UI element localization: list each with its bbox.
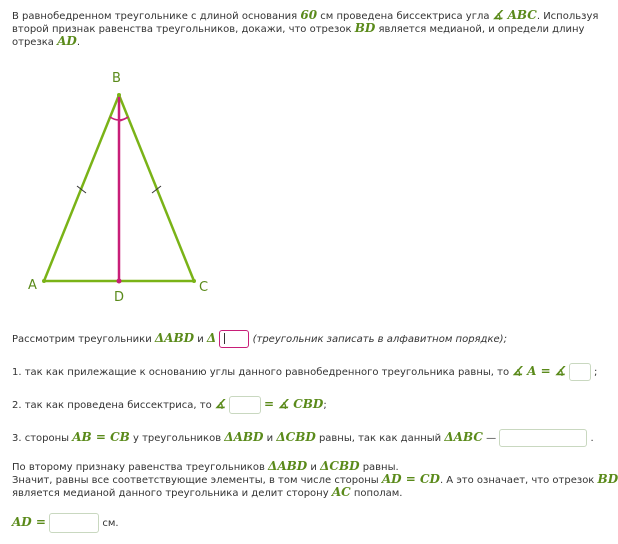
angle-abc: ∡ ABC <box>492 8 537 22</box>
answer-row: AD = см. <box>12 512 119 534</box>
text-caret <box>224 333 225 344</box>
step-0: Рассмотрим треугольники ΔABD и Δ (треугольник записать в алфавитном порядке); <box>12 329 507 349</box>
conclusion-line-2: Значит, равны все соответствующие элементы, в том числе стороны AD = CD. А это означает, что отрезок BD <box>12 472 618 486</box>
task-line-2: второй признак равенства треугольников, докажи, что отрезок BD является медианой, и определи длину <box>12 21 585 35</box>
label-c: C <box>199 280 209 295</box>
label-a: A <box>28 278 37 293</box>
vertex-d-dot <box>117 279 122 284</box>
step-3: 3. стороны AB = CB у треугольников ΔABD и ΔCBD равны, так как данный ΔABC — . <box>12 428 594 448</box>
vertex-c-dot <box>192 279 196 283</box>
step-1: 1. так как прилежащие к основанию углы данного равнобедренного треугольника равны, то ∡ A = ∡ ; <box>12 362 597 382</box>
side-bc <box>119 95 194 281</box>
vertex-a-dot <box>42 279 46 283</box>
angle-input-1[interactable] <box>569 363 591 381</box>
triangle-figure <box>0 60 240 310</box>
segment-ad: AD <box>57 34 77 48</box>
label-b: B <box>112 71 121 86</box>
conclusion-line-3: является медианой данного треугольника и делит сторону AC пополам. <box>12 485 403 499</box>
triangle-input[interactable] <box>219 330 249 348</box>
side-ab <box>44 95 119 281</box>
label-d: D <box>114 290 125 305</box>
answer-input[interactable] <box>49 513 99 533</box>
angle-arc-right <box>119 117 128 121</box>
vertex-b-dot <box>117 93 121 97</box>
conclusion-line-1: По второму признаку равенства треугольников ΔABD и ΔCBD равны. <box>12 459 399 473</box>
answer-label: AD = <box>12 515 46 529</box>
segment-bd: BD <box>354 21 376 35</box>
task-line-3: отрезка AD. <box>12 34 81 48</box>
base-length: 60 <box>300 8 318 22</box>
angle-input-2[interactable] <box>229 396 261 414</box>
task-line-1: В равнобедренном треугольнике с длиной основания 60 см проведена биссектриса угла ∡ ABC. Используя <box>12 8 599 22</box>
triangle-type-input[interactable] <box>499 429 587 447</box>
step-2: 2. так как проведена биссектриса, то ∡ = ∡ CBD; <box>12 395 327 415</box>
